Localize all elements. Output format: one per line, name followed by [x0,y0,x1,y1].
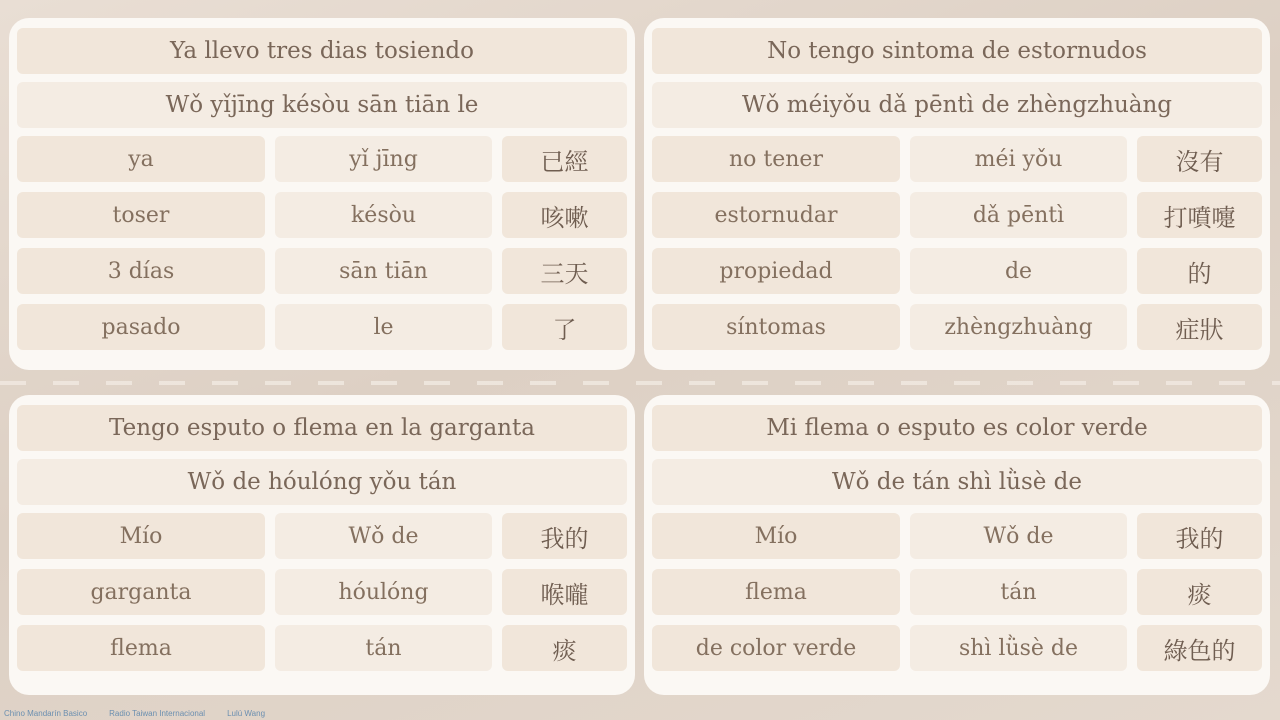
phrase-card-2 [644,18,1270,370]
spanish-word: pasado [17,304,265,350]
pinyin-word: sān tiān [275,248,492,294]
pinyin-word: méi yǒu [910,136,1127,182]
pinyin-word: le [275,304,492,350]
chinese-word: 的 [1137,248,1262,294]
phrase-card-4 [644,395,1270,695]
dashed-divider [0,381,1280,385]
vocab-row [17,513,627,559]
spanish-word: ya [17,136,265,182]
pinyin-sentence: Wǒ méiyǒu dǎ pēntì de zhèngzhuàng [652,82,1262,128]
vocab-row [17,192,627,238]
vocab-row [652,625,1262,671]
vocab-row [17,304,627,350]
credits-footer [4,709,287,718]
pinyin-word: hóulóng [275,569,492,615]
phrase-card-3 [9,395,635,695]
chinese-word: 沒有 [1137,136,1262,182]
author-name: Lulú Wang [227,709,266,718]
chinese-word: 咳嗽 [502,192,627,238]
spanish-sentence: Ya llevo tres dias tosiendo [17,28,627,74]
chinese-word: 痰 [1137,569,1262,615]
spanish-sentence: Mi flema o esputo es color verde [652,405,1262,451]
vocab-row [652,136,1262,182]
spanish-sentence: Tengo esputo o flema en la garganta [17,405,627,451]
pinyin-word: Wǒ de [275,513,492,559]
chinese-word: 喉嚨 [502,569,627,615]
phrase-card-1 [9,18,635,370]
chinese-word: 打噴嚏 [1137,192,1262,238]
vocab-row [17,248,627,294]
chinese-word: 我的 [1137,513,1262,559]
spanish-word: de color verde [652,625,900,671]
spanish-word: flema [652,569,900,615]
chinese-word: 三天 [502,248,627,294]
pinyin-word: zhèngzhuàng [910,304,1127,350]
station-name: Radio Taiwan Internacional [109,709,206,718]
vocab-row [652,248,1262,294]
spanish-word: Mío [652,513,900,559]
vocab-row [652,569,1262,615]
spanish-word: toser [17,192,265,238]
vocab-row [652,304,1262,350]
chinese-word: 痰 [502,625,627,671]
pinyin-word: Wǒ de [910,513,1127,559]
spanish-word: no tener [652,136,900,182]
chinese-word: 我的 [502,513,627,559]
spanish-word: 3 días [17,248,265,294]
vocab-row [17,136,627,182]
pinyin-word: shì lǜsè de [910,625,1127,671]
course-name: Chino Mandarín Basico [4,709,88,718]
spanish-word: estornudar [652,192,900,238]
pinyin-sentence: Wǒ de hóulóng yǒu tán [17,459,627,505]
pinyin-word: tán [275,625,492,671]
pinyin-word: késòu [275,192,492,238]
chinese-word: 綠色的 [1137,625,1262,671]
spanish-word: propiedad [652,248,900,294]
pinyin-word: yǐ jīng [275,136,492,182]
chinese-word: 已經 [502,136,627,182]
pinyin-word: de [910,248,1127,294]
spanish-word: síntomas [652,304,900,350]
pinyin-sentence: Wǒ de tán shì lǜsè de [652,459,1262,505]
pinyin-word: dǎ pēntì [910,192,1127,238]
chinese-word: 症狀 [1137,304,1262,350]
pinyin-sentence: Wǒ yǐjīng késòu sān tiān le [17,82,627,128]
vocab-row [652,192,1262,238]
vocab-row [652,513,1262,559]
vocab-row [17,625,627,671]
pinyin-word: tán [910,569,1127,615]
spanish-word: garganta [17,569,265,615]
vocab-row [17,569,627,615]
chinese-word: 了 [502,304,627,350]
spanish-word: Mío [17,513,265,559]
spanish-sentence: No tengo sintoma de estornudos [652,28,1262,74]
spanish-word: flema [17,625,265,671]
